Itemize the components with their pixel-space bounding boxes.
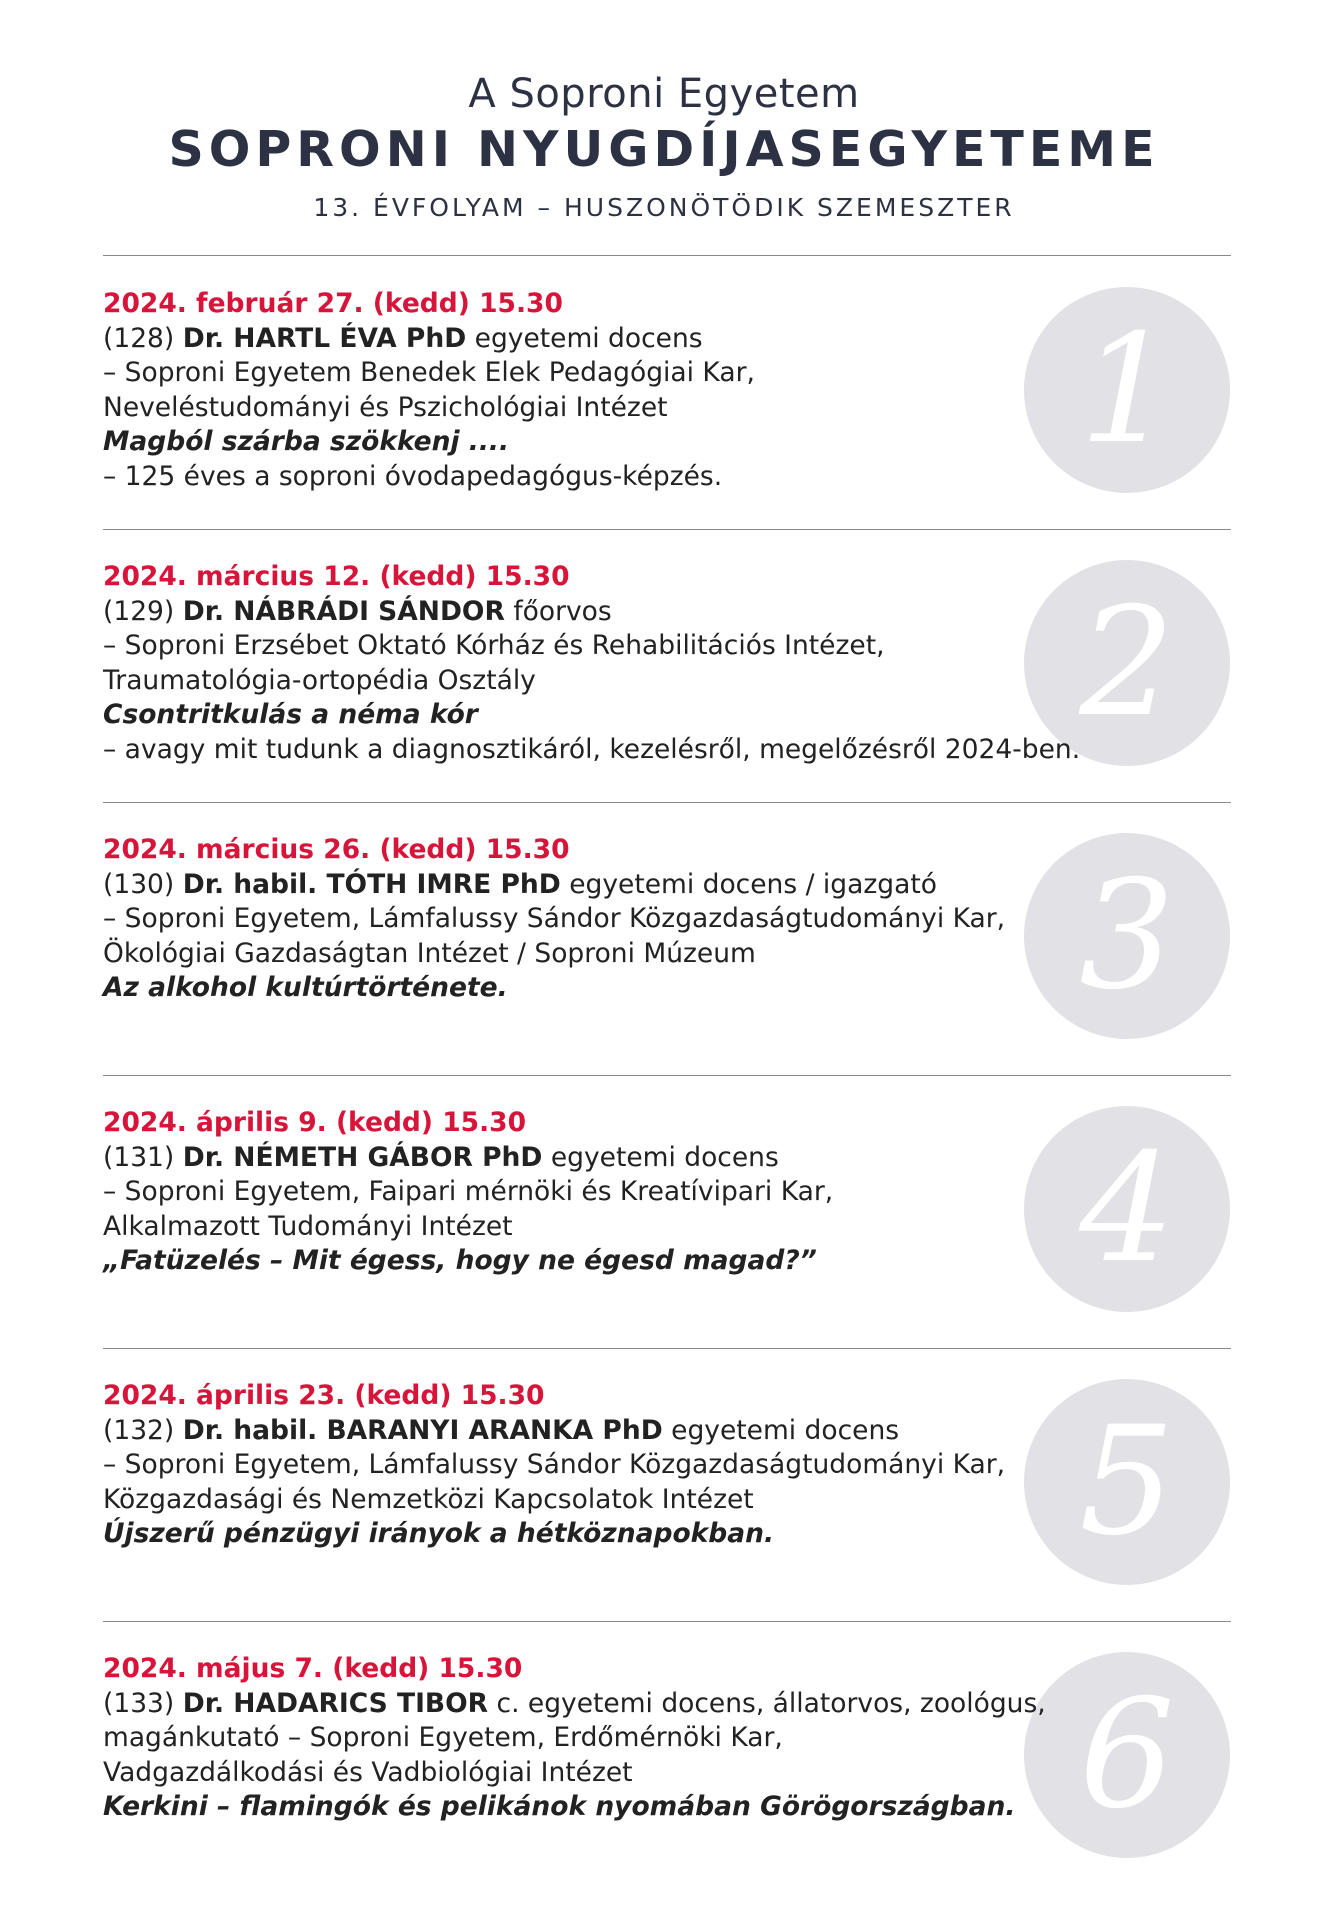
speaker-name: Dr. NÉMETH GÁBOR PhD — [182, 1141, 543, 1173]
event-speaker-line — [103, 1414, 1203, 1449]
speaker-affiliation: – Soproni Egyetem Benedek Elek Pedagógiai Kar, — [103, 357, 755, 388]
event-details — [103, 560, 1203, 767]
speaker-role: c. egyetemi docens, állatorvos, zoológus, — [496, 1687, 1046, 1719]
speaker-role: egyetemi docens — [671, 1414, 900, 1446]
lecture-title: Az alkohol kultúrtörténete. — [103, 972, 508, 1003]
event-details — [103, 287, 1203, 494]
lecture-subtitle: – avagy mit tudunk a diagnosztikáról, kezelésről, megelőzésről 2024-ben. — [103, 733, 1081, 765]
speaker-affiliation: Alkalmazott Tudományi Intézet — [103, 1210, 513, 1242]
speaker-affiliation: magánkutató – Soproni Egyetem, Erdőmérnöki Kar, — [103, 1722, 783, 1753]
speaker-role: egyetemi docens / igazgató — [569, 868, 937, 900]
event-code: (132) — [103, 1414, 175, 1446]
event-number: 4 — [1079, 1122, 1175, 1296]
event-date: 2024. február 27. (kedd) 15.30 — [103, 288, 563, 319]
event-details — [103, 1652, 1203, 1825]
lecture-title: Csontritkulás a néma kór — [103, 699, 478, 730]
lecture-title: Magból szárba szökkenj .... — [103, 426, 510, 457]
event-number: 5 — [1079, 1395, 1175, 1569]
event-code: (129) — [103, 595, 175, 627]
speaker-affiliation: – Soproni Egyetem, Lámfalussy Sándor Közgazdaságtudományi Kar, — [103, 1449, 1006, 1480]
event-details — [103, 1379, 1203, 1552]
speaker-name: Dr. HADARICS TIBOR — [182, 1687, 489, 1719]
speaker-affiliation: Vadgazdálkodási és Vadbiológiai Intézet — [103, 1756, 633, 1788]
event-code: (133) — [103, 1687, 175, 1719]
speaker-role: egyetemi docens — [474, 322, 703, 354]
speaker-affiliation: Traumatológia-ortopédia Osztály — [103, 664, 536, 696]
speaker-role: főorvos — [513, 595, 612, 627]
speaker-affiliation: – Soproni Erzsébet Oktató Kórház és Rehabilitációs Intézet, — [103, 630, 885, 661]
lecture-title: Újszerű pénzügyi irányok a hétköznapokban. — [103, 1518, 775, 1549]
event-code: (130) — [103, 868, 175, 900]
speaker-affiliation: Ökológiai Gazdaságtan Intézet / Soproni Múzeum — [103, 937, 756, 969]
lecture-title: Kerkini – flamingók és pelikánok nyomában Görögországban. — [103, 1791, 1016, 1822]
speaker-affiliation: – Soproni Egyetem, Lámfalussy Sándor Közgazdaságtudományi Kar, — [103, 903, 1006, 934]
event-speaker-line — [103, 868, 1203, 903]
lecture-title: „Fatüzelés – Mit égess, hogy ne égesd magad?” — [103, 1245, 817, 1276]
event-date: 2024. április 9. (kedd) 15.30 — [103, 1107, 527, 1138]
page-title: SOPRONI NYUGDÍJASEGYETEME — [168, 121, 1160, 178]
event-item-3 — [103, 803, 1231, 1076]
event-item-6 — [103, 1622, 1231, 1882]
speaker-name: Dr. habil. BARANYI ARANKA PhD — [182, 1414, 663, 1446]
event-number: 6 — [1079, 1668, 1175, 1842]
speaker-role: egyetemi docens — [550, 1141, 779, 1173]
event-details — [103, 1106, 1203, 1279]
speaker-name: Dr. habil. TÓTH IMRE PhD — [182, 868, 561, 900]
page-header — [0, 70, 1328, 228]
event-date: 2024. március 26. (kedd) 15.30 — [103, 834, 570, 865]
header-divider — [103, 255, 1231, 256]
lecture-subtitle: – 125 éves a soproni óvodapedagógus-képzés. — [103, 460, 723, 492]
event-speaker-line — [103, 322, 1203, 357]
event-item-5 — [103, 1349, 1231, 1622]
header-semester: 13. ÉVFOLYAM – HUSZONÖTÖDIK SZEMESZTER — [313, 193, 1015, 222]
speaker-name: Dr. HARTL ÉVA PhD — [182, 322, 467, 354]
event-code: (131) — [103, 1141, 175, 1173]
speaker-affiliation: Neveléstudományi és Pszichológiai Intézet — [103, 391, 668, 423]
event-item-4 — [103, 1076, 1231, 1349]
speaker-affiliation: Közgazdasági és Nemzetközi Kapcsolatok Intézet — [103, 1483, 754, 1515]
event-item-1 — [103, 257, 1231, 530]
header-university: A Soproni Egyetem — [468, 71, 860, 117]
event-number: 1 — [1079, 303, 1175, 477]
event-number: 3 — [1079, 849, 1175, 1023]
event-item-2 — [103, 530, 1231, 803]
speaker-name: Dr. NÁBRÁDI SÁNDOR — [182, 595, 505, 627]
event-speaker-line — [103, 1141, 1203, 1176]
event-speaker-line — [103, 1687, 1203, 1722]
speaker-affiliation: – Soproni Egyetem, Faipari mérnöki és Kreatívipari Kar, — [103, 1176, 834, 1207]
event-date: 2024. május 7. (kedd) 15.30 — [103, 1653, 523, 1684]
event-number: 2 — [1079, 576, 1175, 750]
event-speaker-line — [103, 595, 1203, 630]
event-code: (128) — [103, 322, 175, 354]
event-date: 2024. április 23. (kedd) 15.30 — [103, 1380, 545, 1411]
event-details — [103, 833, 1203, 1006]
event-date: 2024. március 12. (kedd) 15.30 — [103, 561, 570, 592]
